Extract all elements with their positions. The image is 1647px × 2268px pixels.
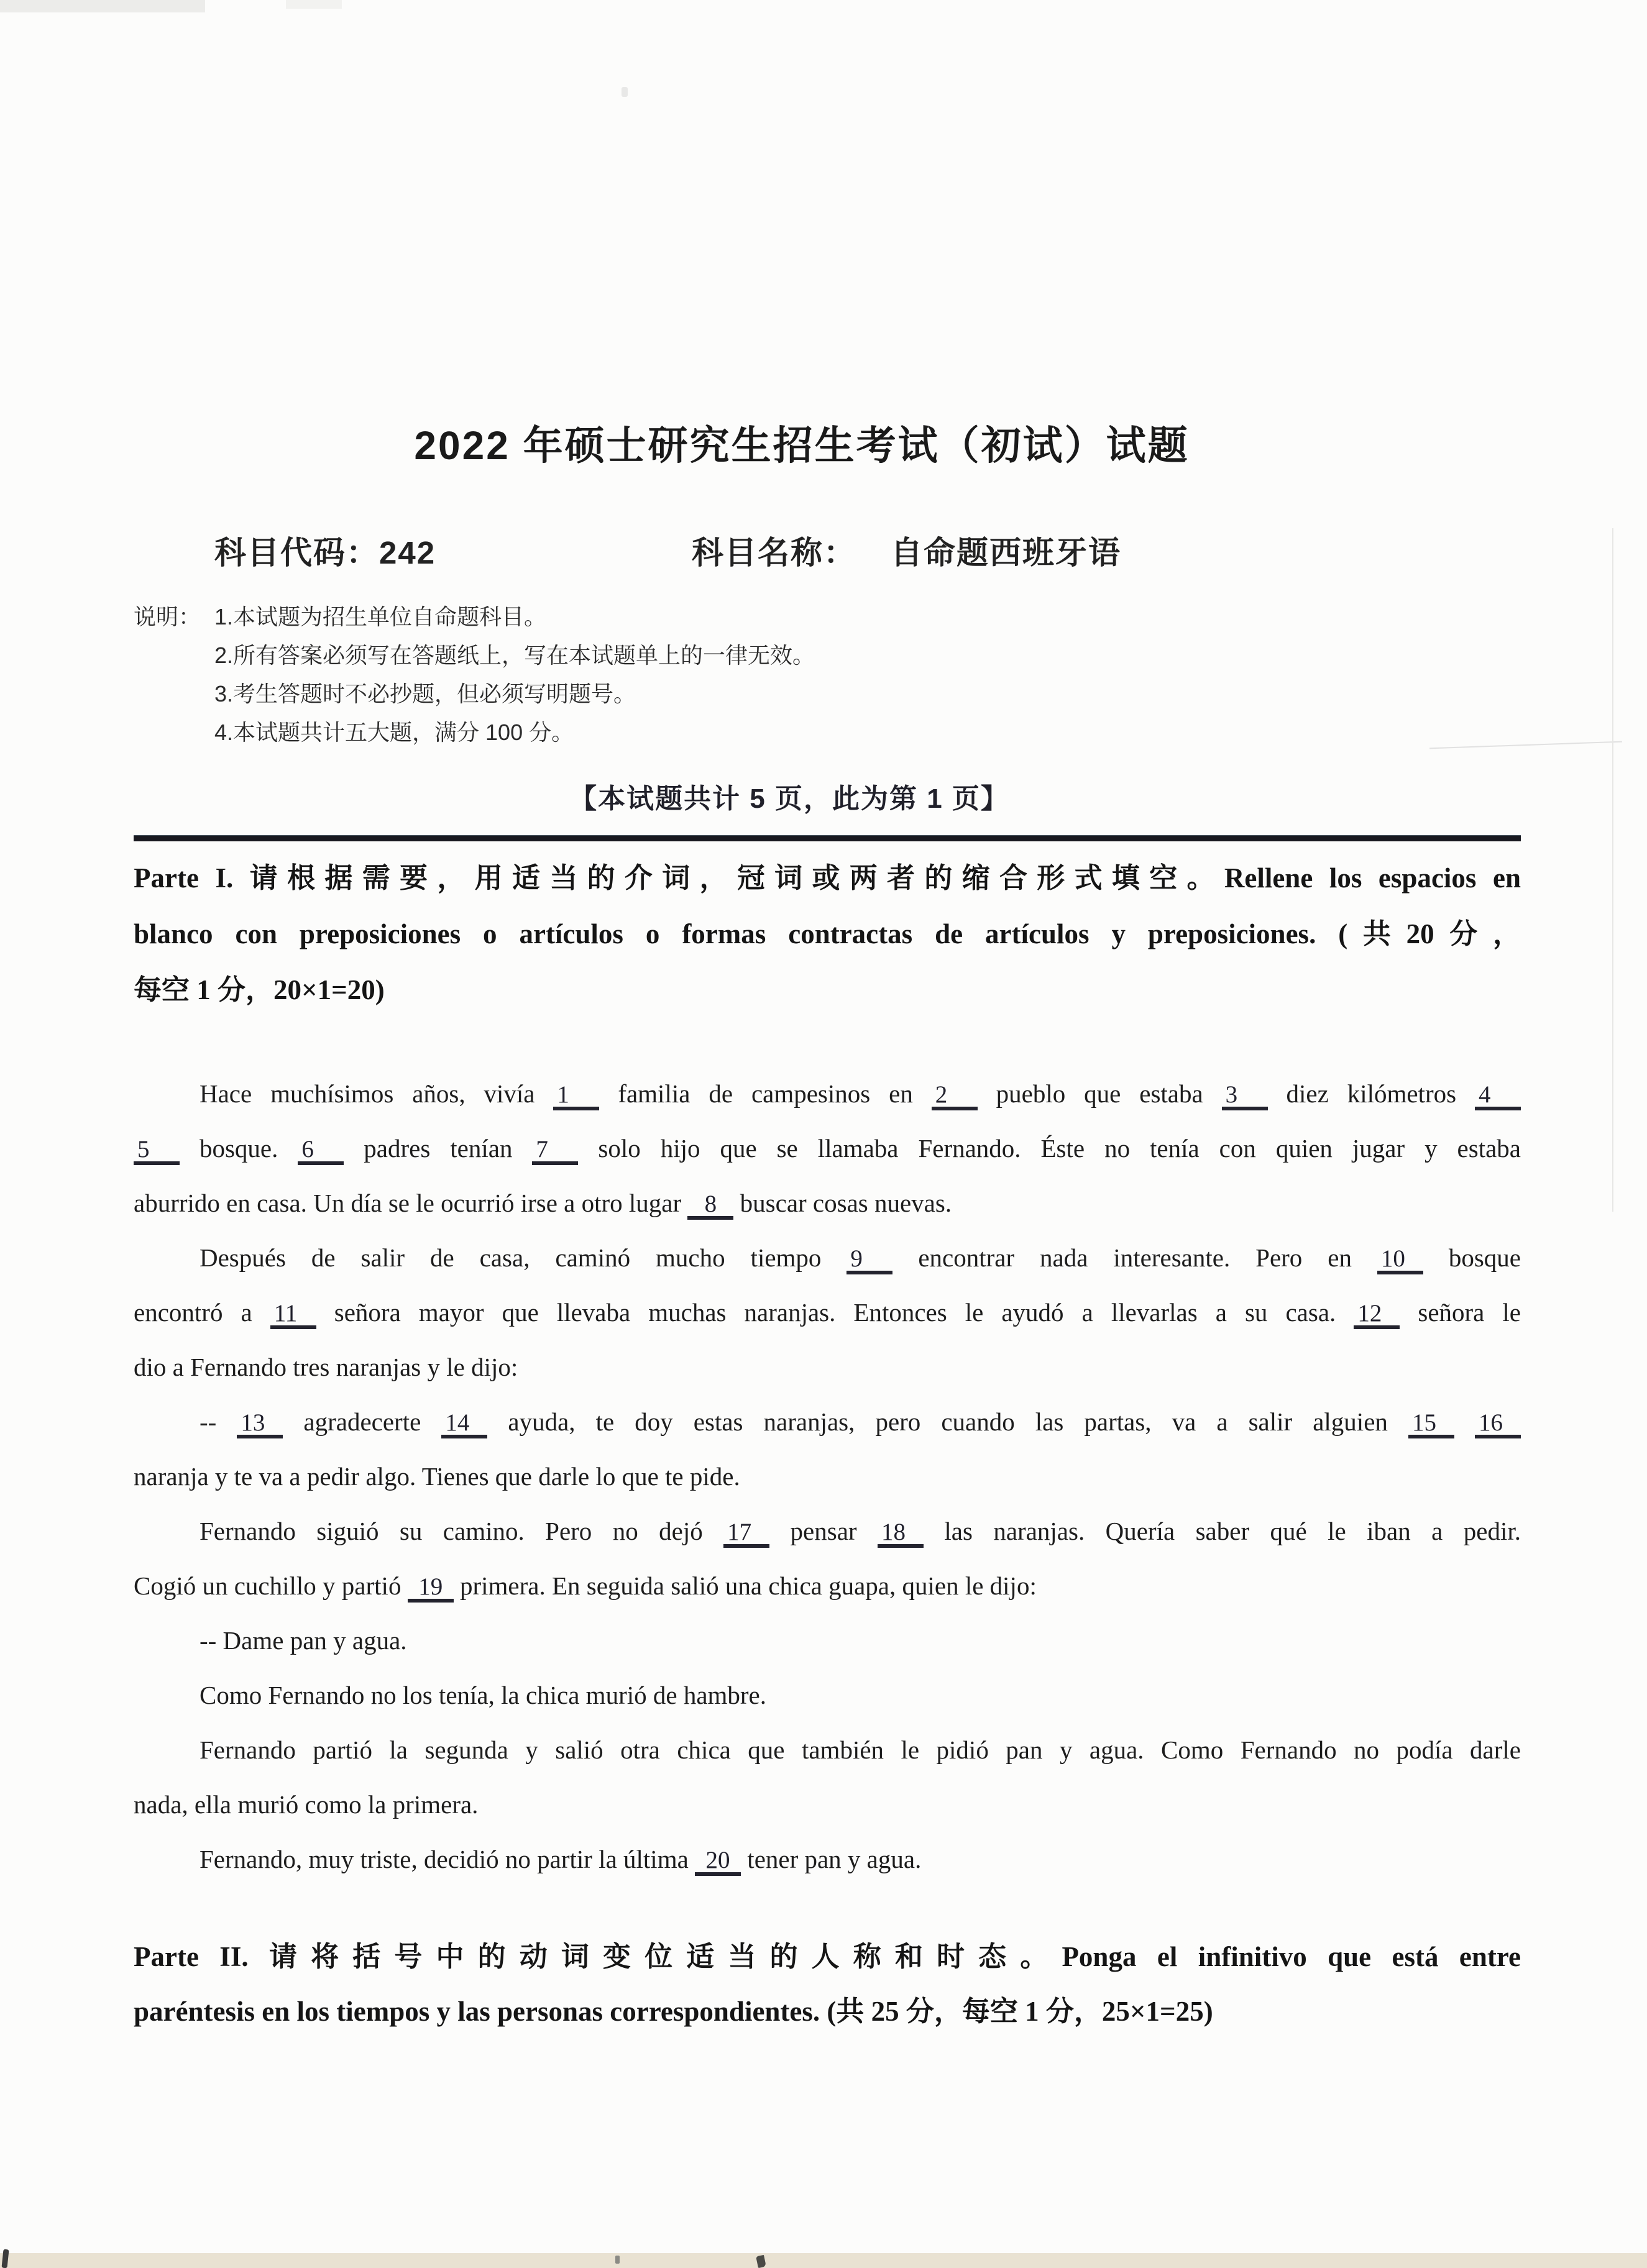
scan-artifact-mark-center — [615, 2256, 620, 2264]
blank-16: 16 — [1475, 1411, 1521, 1438]
scan-artifact-crease — [1429, 741, 1622, 749]
blank-1: 1 — [553, 1082, 599, 1110]
blank-12: 12 — [1354, 1301, 1400, 1329]
note-line-3: 3.考生答题时不必抄题，但必须写明题号。 — [214, 681, 636, 706]
parte1-heading-line-1: Parte I. 请根据需要，用适当的介词，冠词或两者的缩合形式填空。Rellene los espacios en — [134, 862, 1521, 894]
passage-line: Como Fernando no los tenía, la chica murió de hambre. — [200, 1681, 767, 1709]
subject-code-line — [214, 527, 436, 573]
passage-line: Hace muchísimos años, vivía 1 familia de campesinos en 2 pueblo que estaba 3 diez kilómetros 4 — [134, 1066, 1521, 1121]
parte1-heading-line-3: 每空 1 分，20×1=20) — [134, 974, 385, 1005]
exam-notes — [134, 598, 1314, 752]
cloze-passage — [134, 1066, 1521, 1886]
divider-rule — [134, 835, 1521, 841]
note-line-2: 2.所有答案必须写在答题纸上，写在本试题单上的一律无效。 — [214, 642, 815, 668]
passage-line: Fernando partió la segunda y salió otra chica que también le pidió pan y agua. Como Fernando no podía darle — [200, 1735, 1521, 1764]
passage-line: Cogió un cuchillo y partió 19 primera. En seguida salió una chica guapa, quien le dijo: — [134, 1558, 1521, 1613]
scan-artifact-fold-line — [1612, 528, 1613, 1212]
scan-artifact-top-strip-2 — [286, 0, 342, 9]
passage-line: aburrido en casa. Un día se le ocurrió irse a otro lugar 8 buscar cosas nuevas. — [134, 1176, 1521, 1230]
blank-15: 15 — [1408, 1411, 1454, 1438]
blank-9: 9 — [846, 1246, 892, 1274]
blank-2: 2 — [932, 1082, 978, 1110]
passage-line: -- Dame pan y agua. — [200, 1626, 407, 1655]
blank-18: 18 — [878, 1520, 924, 1548]
scan-artifact-top-strip — [0, 0, 205, 12]
blank-17: 17 — [723, 1520, 769, 1548]
note-line-1 — [134, 598, 1314, 636]
subject-name-label: 科目名称： — [692, 535, 857, 570]
page-count-line: 【本试题共计 5 页，此为第 1 页】 — [569, 784, 1009, 814]
blank-11: 11 — [270, 1301, 316, 1329]
subject-name-value: 自命题西班牙语 — [891, 535, 1122, 570]
passage-line: Fernando siguió su camino. Pero no dejó 17 pensar 18 las naranjas. Quería saber qué le iban a pedir. — [134, 1504, 1521, 1558]
blank-5: 5 — [134, 1137, 180, 1165]
blank-13: 13 — [237, 1411, 283, 1438]
parte1-heading — [134, 850, 1521, 1018]
passage-line: encontró a 11 señora mayor que llevaba muchas naranjas. Entonces le ayudó a llevarlas a su casa. 12 señora le — [134, 1285, 1521, 1340]
note-text-1: 1.本试题为招生单位自命题科目。 — [214, 604, 547, 629]
passage-line: 5 bosque. 6 padres tenían 7 solo hijo que se llamaba Fernando. Éste no tenía con quien jugar y estaba — [134, 1121, 1521, 1176]
passage-line: nada, ella murió como la primera. — [134, 1790, 479, 1819]
passage-line: -- 13 agradecerte 14 ayuda, te doy estas naranjas, pero cuando las partas, va a salir alguien 15 16 — [134, 1394, 1521, 1449]
exam-title: 2022 年硕士研究生招生考试（初试）试题 — [414, 423, 1190, 468]
blank-14: 14 — [441, 1411, 487, 1438]
notes-label: 说明： — [134, 604, 201, 629]
parte1-heading-line-2: blanco con preposiciones o artículos o formas contractas de artículos y preposiciones. (共20分， — [134, 918, 1521, 949]
passage-line: Fernando, muy triste, decidió no partir la última 20 tener pan y agua. — [134, 1832, 1521, 1886]
passage-line: naranja y te va a pedir algo. Tienes que darle lo que te pide. — [134, 1462, 740, 1491]
parte2-heading-line-1: Parte II. 请将括号中的动词变位适当的人称和时态。Ponga el infinitivo que está entre — [134, 1941, 1521, 1972]
passage-line: Después de salir de casa, caminó mucho tiempo 9 encontrar nada interesante. Pero en 10 bosque — [134, 1230, 1521, 1285]
note-line-4: 4.本试题共计五大题，满分 100 分。 — [214, 720, 574, 745]
blank-6: 6 — [298, 1137, 344, 1165]
blank-20: 20 — [695, 1848, 741, 1876]
subject-code-label: 科目代码： — [214, 535, 380, 570]
subject-name-line — [692, 527, 1121, 573]
blank-10: 10 — [1377, 1246, 1423, 1274]
scan-artifact-dot — [622, 87, 628, 97]
blank-7: 7 — [532, 1137, 578, 1165]
parte2-heading-line-2: paréntesis en los tiempos y las personas correspondientes. (共 25 分，每空 1 分，25×1=25) — [134, 1996, 1213, 2027]
blank-19: 19 — [408, 1575, 454, 1603]
passage-line: dio a Fernando tres naranjas y le dijo: — [134, 1353, 518, 1381]
blank-4: 4 — [1475, 1082, 1521, 1110]
blank-3: 3 — [1222, 1082, 1268, 1110]
blank-8: 8 — [687, 1192, 733, 1220]
scan-artifact-bottom-band — [0, 2253, 1647, 2268]
parte2-heading — [134, 1929, 1521, 2039]
subject-code-value: 242 — [379, 535, 436, 570]
